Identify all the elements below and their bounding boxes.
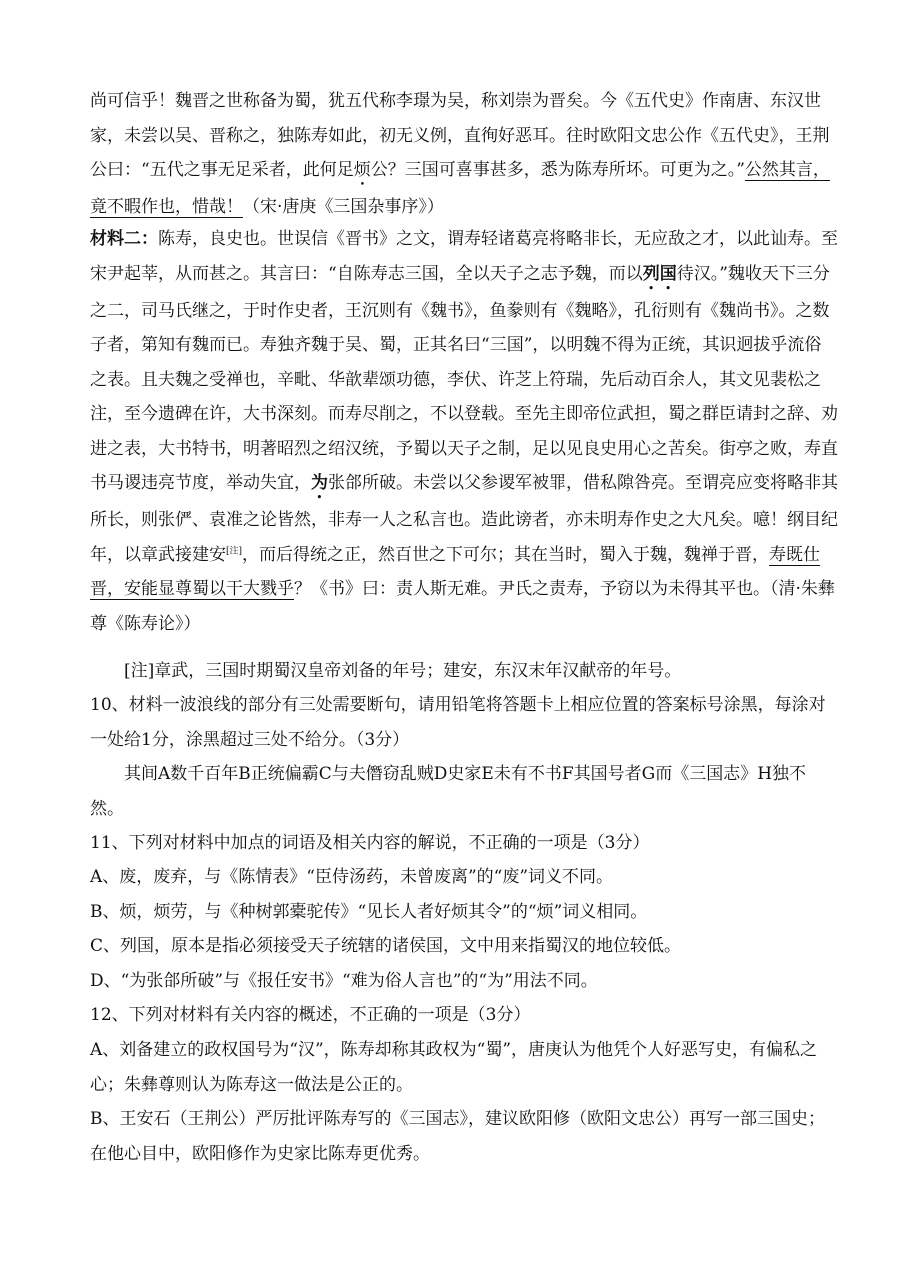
- question-11-option-a: A、废，废弃，与《陈情表》“臣侍汤药，未曾废离”的“废”词义不同。: [90, 867, 614, 887]
- material2-paragraph: [90, 222, 838, 641]
- question-12-stem: 12、下列对材料有关内容的概述，不正确的一项是（3分）: [90, 1005, 531, 1025]
- material2-label: 材料二：: [90, 229, 158, 249]
- question-11-stem: 11、下列对材料中加点的词语及相关内容的解说，不正确的一项是（3分）: [90, 833, 650, 853]
- dotted-word: 为: [311, 473, 328, 493]
- material2-text: ？《书》曰：责人斯无难。尹氏之责寿，予窃以为未得其平也。（清·朱彝尊《陈寿论》）: [90, 579, 835, 634]
- underlined-sentence: 寿既仕晋，安能显尊蜀以干大戮乎: [90, 544, 821, 599]
- footnote: [注]章武，三国时期蜀汉皇帝刘备的年号；建安，东汉末年汉献帝的年号。: [124, 661, 682, 681]
- note-mark: [注]: [226, 545, 243, 556]
- material2-text: 张郃所破。未尝以父参谡军被罪，借私隙咎亮。至谓亮应变将略非其所长，则张俨、袁准之论皆然，非寿一人之私言也。造此谤者，亦未明寿作史之大凡矣。噫！纲目纪年，以章武接建安: [90, 473, 838, 565]
- question-11-option-d: D、“为张郃所破”与《报任安书》“难为俗人言也”的“为”用法不同。: [90, 971, 598, 991]
- underlined-sentence: 公然其言，竟不暇作也，惜哉！: [90, 160, 830, 217]
- material2-text: 待汉。”魏收天下三分之二，司马氏继之，于时作史者，王沉则有《魏书》，鱼豢则有《魏略》，孔衍则有《魏尚书》。之数子者，第知有魏而已。寿独齐魏于吴、蜀，正其名曰“三国”，以明魏不得为正统，其识迥拔乎流俗之表。且夫魏之受禅也，辛毗、华歆辈颂功德，李伏、许芝上符瑞，先后动百余人，其文见裴松之注，至今遗碑在许，大书深刻。而寿尽削之，不以登载。至先主即帝位武担，蜀之群臣请封之辞、劝进之表，大书特书，明著昭烈之绍汉统，予蜀以天子之制，足以见良史用心之苦矣。街亭之败，寿直书马谡违亮节度，举动失宜，: [90, 263, 838, 493]
- material2-text: 陈寿，良史也。世误信《晋书》之文，谓寿轻诸葛亮将略非长，无应敌之才，以此讪寿。至宋尹起莘，从而甚之。其言曰：“自陈寿志三国，全以天子之志予魏，而以: [90, 229, 838, 284]
- dotted-word: 烦: [353, 160, 371, 180]
- dotted-word: 列国: [642, 263, 677, 284]
- question-12-option-a: A、刘备建立的政权国号为“汉”，陈寿却称其政权为“蜀”，唐庚认为他凭个人好恶写史，有偏私之心；朱彝尊则认为陈寿这一做法是公正的。: [90, 1040, 818, 1095]
- material1-text: 公？三国可喜事甚多，悉为陈寿所坏。可更为之。”: [370, 160, 745, 180]
- question-12-option-b: B、王安石（王荆公）严厉批评陈寿写的《三国志》，建议欧阳修（欧阳文忠公）再写一部三国史；在他心目中，欧阳修作为史家比陈寿更优秀。: [90, 1109, 825, 1164]
- question-11-option-b: B、烦，烦劳，与《种树郭橐驼传》“见长人者好烦其令”的“烦”词义相同。: [90, 902, 648, 922]
- material2-text: ，而后得统之正，然百世之下可尔；其在当时，蜀入于魏，魏禅于晋，: [242, 544, 770, 565]
- material1-tail-paragraph: [90, 84, 838, 225]
- question-10-passage: 其间A数千百年B正统偏霸C与夫僭窃乱贼D史家E未有不书F其国号者G而《三国志》H独不然。: [90, 764, 807, 819]
- material1-source: （宋·唐庚《三国杂事序》）: [243, 197, 444, 217]
- question-10-stem: 10、材料一波浪线的部分有三处需要断句，请用铅笔将答题卡上相应位置的答案标号涂黑，每涂对一处给1分，涂黑超过三处不给分。（3分）: [90, 695, 826, 750]
- material1-text: 尚可信乎！魏晋之世称备为蜀，犹五代称李璟为吴，称刘崇为晋矣。今《五代史》作南唐、东汉世家，未尝以吴、晋称之，独陈寿如此，初无义例，直徇好恶耳。往时欧阳文忠公作《五代史》，王荆公曰：“五代之事无足采者，此何足: [90, 91, 830, 180]
- question-11-option-c: C、列国，原本是指必须接受天子统辖的诸侯国，文中用来指蜀汉的地位较低。: [90, 936, 682, 956]
